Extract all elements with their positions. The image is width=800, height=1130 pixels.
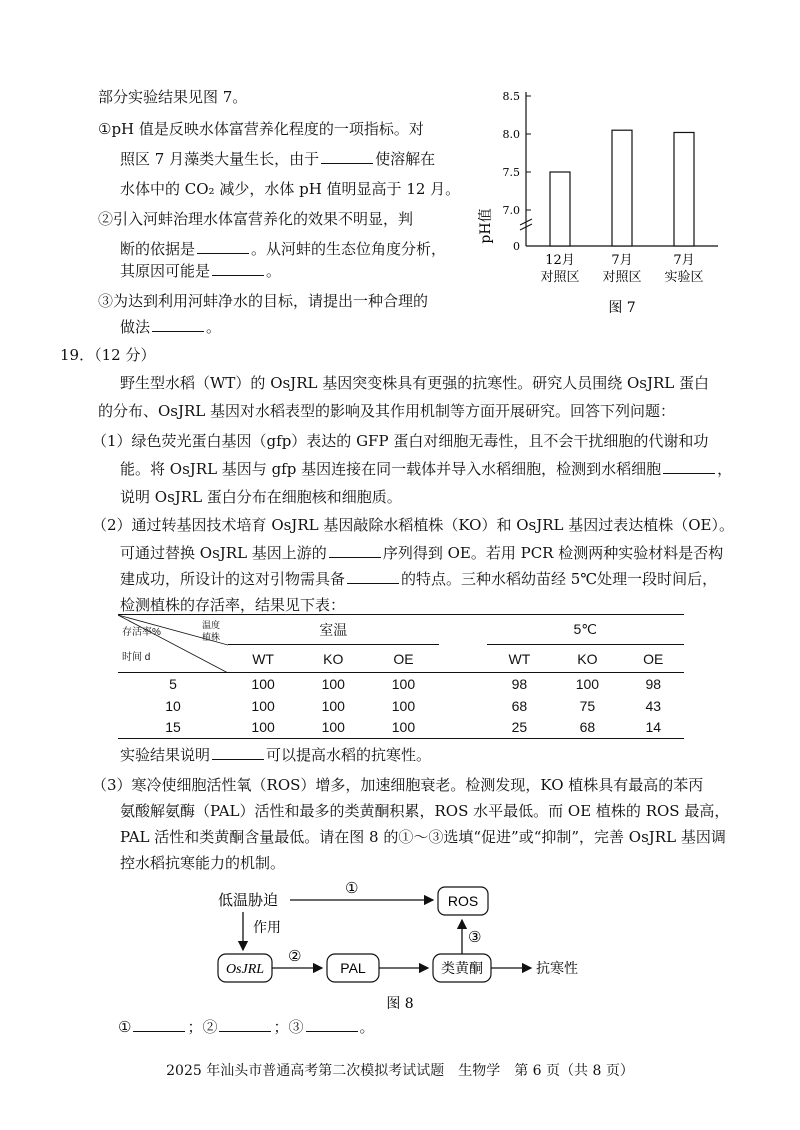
x-tick-label: 对照区 bbox=[540, 270, 580, 285]
q18-item1-line1: ①pH 值是反映水体富营养化程度的一项指标。对 bbox=[98, 120, 424, 138]
q19-answer-line: ① ；② ；③ 。 bbox=[118, 1018, 375, 1036]
node-cold-resistance: 抗寒性 bbox=[536, 961, 578, 977]
node-ros: ROS bbox=[447, 893, 479, 909]
table-cell: 75 bbox=[579, 697, 596, 714]
answer-blank[interactable] bbox=[329, 543, 381, 558]
table-row bbox=[118, 695, 684, 717]
answer-blank[interactable] bbox=[212, 745, 264, 760]
table-gap-cell bbox=[439, 615, 487, 645]
answer-blank[interactable] bbox=[197, 239, 249, 254]
y-tick-label: 8.0 bbox=[502, 128, 520, 141]
q18-item3-line1: ③为达到利用河蚌净水的目标，请提出一种合理的 bbox=[98, 292, 429, 310]
q18-intro: 部分实验结果见图 7。 bbox=[98, 88, 248, 106]
corner-label-plant: 植株 bbox=[202, 632, 221, 642]
table-cell: 100 bbox=[575, 675, 600, 692]
column-header: KO bbox=[298, 645, 368, 673]
q18-item2-line3: 其原因可能是 。 bbox=[120, 262, 282, 280]
q19-p2-line1: （2）通过转基因技术培育 OsJRL 基因敲除水稻植株（KO）和 OsJRL 基因过表达植株（OE）。 bbox=[92, 516, 734, 534]
label-mark-3: ③ bbox=[468, 928, 482, 946]
table-cell: 14 bbox=[622, 717, 684, 739]
y-tick-label: 7.0 bbox=[502, 204, 520, 217]
group-header-room-temp: 室温 bbox=[228, 615, 439, 645]
answer-blank[interactable] bbox=[152, 317, 204, 332]
table-cell: 100 bbox=[391, 675, 416, 692]
q19-number: 19．（12 分） bbox=[60, 346, 156, 364]
table-cell: 98 bbox=[511, 675, 528, 692]
answer-blank[interactable] bbox=[321, 149, 373, 164]
answer-blank-2[interactable] bbox=[219, 1017, 271, 1032]
x-tick-label: 7月 bbox=[611, 253, 633, 268]
survival-rate-table bbox=[118, 614, 684, 739]
table-cell: 100 bbox=[321, 675, 345, 692]
figure-8-diagram bbox=[0, 876, 800, 1016]
q19-p3-line3: PAL 活性和类黄酮含量最低。请在图 8 的①～③选填“促进”或“抑制”，完善 OsJRL 基因调 bbox=[120, 828, 726, 846]
answer-blank-3[interactable] bbox=[306, 1017, 358, 1032]
table-gap-cell bbox=[439, 717, 487, 739]
column-header: WT bbox=[228, 645, 298, 673]
q19-p1-line3: 说明 OsJRL 蛋白分布在细胞核和细胞质。 bbox=[120, 488, 402, 506]
table-gap-cell bbox=[439, 673, 487, 695]
node-pal: PAL bbox=[340, 960, 366, 976]
q19-intro-line1: 野生型水稻（WT）的 OsJRL 基因突变株具有更强的抗寒性。研究人员围绕 OsJRL 蛋白 bbox=[120, 374, 710, 392]
corner-label-temperature: 温度 bbox=[202, 620, 221, 630]
q18-item1-line3: 水体中的 CO₂ 减少，水体 pH 值明显高于 12 月。 bbox=[120, 180, 461, 198]
q18-item1-line2: 照区 7 月藻类大量生长，由于 使溶解在 bbox=[120, 150, 436, 168]
label-mark-1: ① bbox=[345, 879, 359, 897]
y-origin-label: 0 bbox=[513, 240, 520, 253]
table-gap-cell bbox=[439, 645, 487, 673]
node-flavonoid: 类黄酮 bbox=[441, 961, 483, 977]
answer-blank-1[interactable] bbox=[133, 1017, 185, 1032]
table-cell: 100 bbox=[391, 697, 416, 714]
corner-label-survival: 存活率% bbox=[122, 627, 161, 638]
y-tick-label: 8.5 bbox=[502, 90, 520, 103]
y-tick-label: 7.5 bbox=[502, 166, 520, 179]
answer-blank[interactable] bbox=[663, 459, 715, 474]
q19-p2-line4: 检测植株的存活率，结果见下表： bbox=[120, 596, 346, 614]
column-header: OE bbox=[368, 645, 438, 673]
table-cell: 100 bbox=[368, 717, 438, 739]
group-header-5c: 5℃ bbox=[487, 615, 684, 645]
x-tick-label: 7月 bbox=[673, 253, 695, 268]
table-corner-cell bbox=[118, 615, 228, 673]
y-axis-label: pH值 bbox=[478, 208, 494, 244]
q19-p3-line2: 氨酸解氨酶（PAL）活性和最多的类黄酮积累，ROS 水平最低。而 OE 植株的 ROS 最高， bbox=[120, 802, 730, 820]
row-time-cell: 5 bbox=[169, 675, 177, 692]
answer-blank[interactable] bbox=[212, 261, 264, 276]
q19-p3-line4: 控水稻抗寒能力的机制。 bbox=[120, 854, 286, 872]
x-tick-label: 对照区 bbox=[602, 270, 642, 285]
x-tick-label: 实验区 bbox=[664, 270, 704, 285]
table-cell: 68 bbox=[511, 697, 528, 714]
x-tick-label: 12月 bbox=[545, 253, 575, 268]
q19-conclusion: 实验结果说明 可以提高水稻的抗寒性。 bbox=[120, 746, 432, 764]
q18-item2-line2: 断的依据是 。从河蚌的生态位角度分析， bbox=[120, 240, 447, 258]
row-time-cell: 10 bbox=[165, 697, 181, 714]
bar bbox=[612, 130, 632, 246]
table-cell: 98 bbox=[645, 675, 662, 692]
table-cell: 100 bbox=[251, 675, 275, 692]
q19-p2-line2: 可通过替换 OsJRL 基因上游的 序列得到 OE。若用 PCR 检测两种实验材料是否构 bbox=[120, 544, 724, 562]
table-row bbox=[118, 717, 684, 739]
table-cell: 43 bbox=[645, 697, 662, 714]
table-cell: 68 bbox=[552, 717, 622, 739]
table-gap-cell bbox=[439, 695, 487, 717]
bar bbox=[550, 172, 570, 246]
column-header: OE bbox=[622, 645, 684, 673]
q18-item3-line2: 做法 。 bbox=[120, 318, 222, 336]
corner-label-time: 时间 d bbox=[122, 652, 151, 663]
table-row bbox=[118, 673, 684, 695]
column-header: KO bbox=[552, 645, 622, 673]
figure-8-caption: 图 8 bbox=[386, 996, 414, 1012]
q19-p1-line2: 能。将 OsJRL 基因与 gfp 基因连接在同一载体并导入水稻细胞，检测到水稻细胞 ， bbox=[120, 460, 733, 478]
q19-p3-line1: （3）寒冷使细胞活性氧（ROS）增多，加速细胞衰老。检测发现，KO 植株具有最高的苯丙 bbox=[92, 776, 704, 794]
q19-p2-line3: 建成功，所设计的这对引物需具备 的特点。三种水稻幼苗经 5℃处理一段时间后， bbox=[120, 570, 718, 588]
table-cell: 100 bbox=[251, 697, 275, 714]
figure-7-caption: 图 7 bbox=[608, 300, 636, 316]
table-cell: 100 bbox=[321, 697, 345, 714]
node-gene: OsJRL bbox=[225, 962, 265, 977]
label-mark-2: ② bbox=[288, 947, 302, 965]
answer-blank[interactable] bbox=[347, 569, 399, 584]
table-cell: 100 bbox=[228, 717, 298, 739]
bar bbox=[674, 132, 694, 246]
table-cell: 100 bbox=[298, 717, 368, 739]
q19-intro-line2: 的分布、OsJRL 基因对水稻表型的影响及其作用机制等方面开展研究。回答下列问题： bbox=[98, 402, 676, 420]
column-header: WT bbox=[487, 645, 553, 673]
q19-p1-line1: （1）绿色荧光蛋白基因（gfp）表达的 GFP 蛋白对细胞无毒性，且不会干扰细胞的代谢和功 bbox=[92, 432, 709, 450]
figure-7-bar-chart bbox=[470, 80, 750, 325]
q18-item2-line1: ②引入河蚌治理水体富营养化的效果不明显，判 bbox=[98, 210, 414, 228]
page-footer: 2025 年汕头市普通高考第二次模拟考试试题 生物学 第 6 页（共 8 页） bbox=[166, 1063, 634, 1079]
table-cell: 25 bbox=[487, 717, 553, 739]
row-time-cell: 15 bbox=[118, 717, 228, 739]
label-action: 作用 bbox=[253, 920, 281, 936]
node-low-temp-stress: 低温胁迫 bbox=[218, 891, 279, 909]
